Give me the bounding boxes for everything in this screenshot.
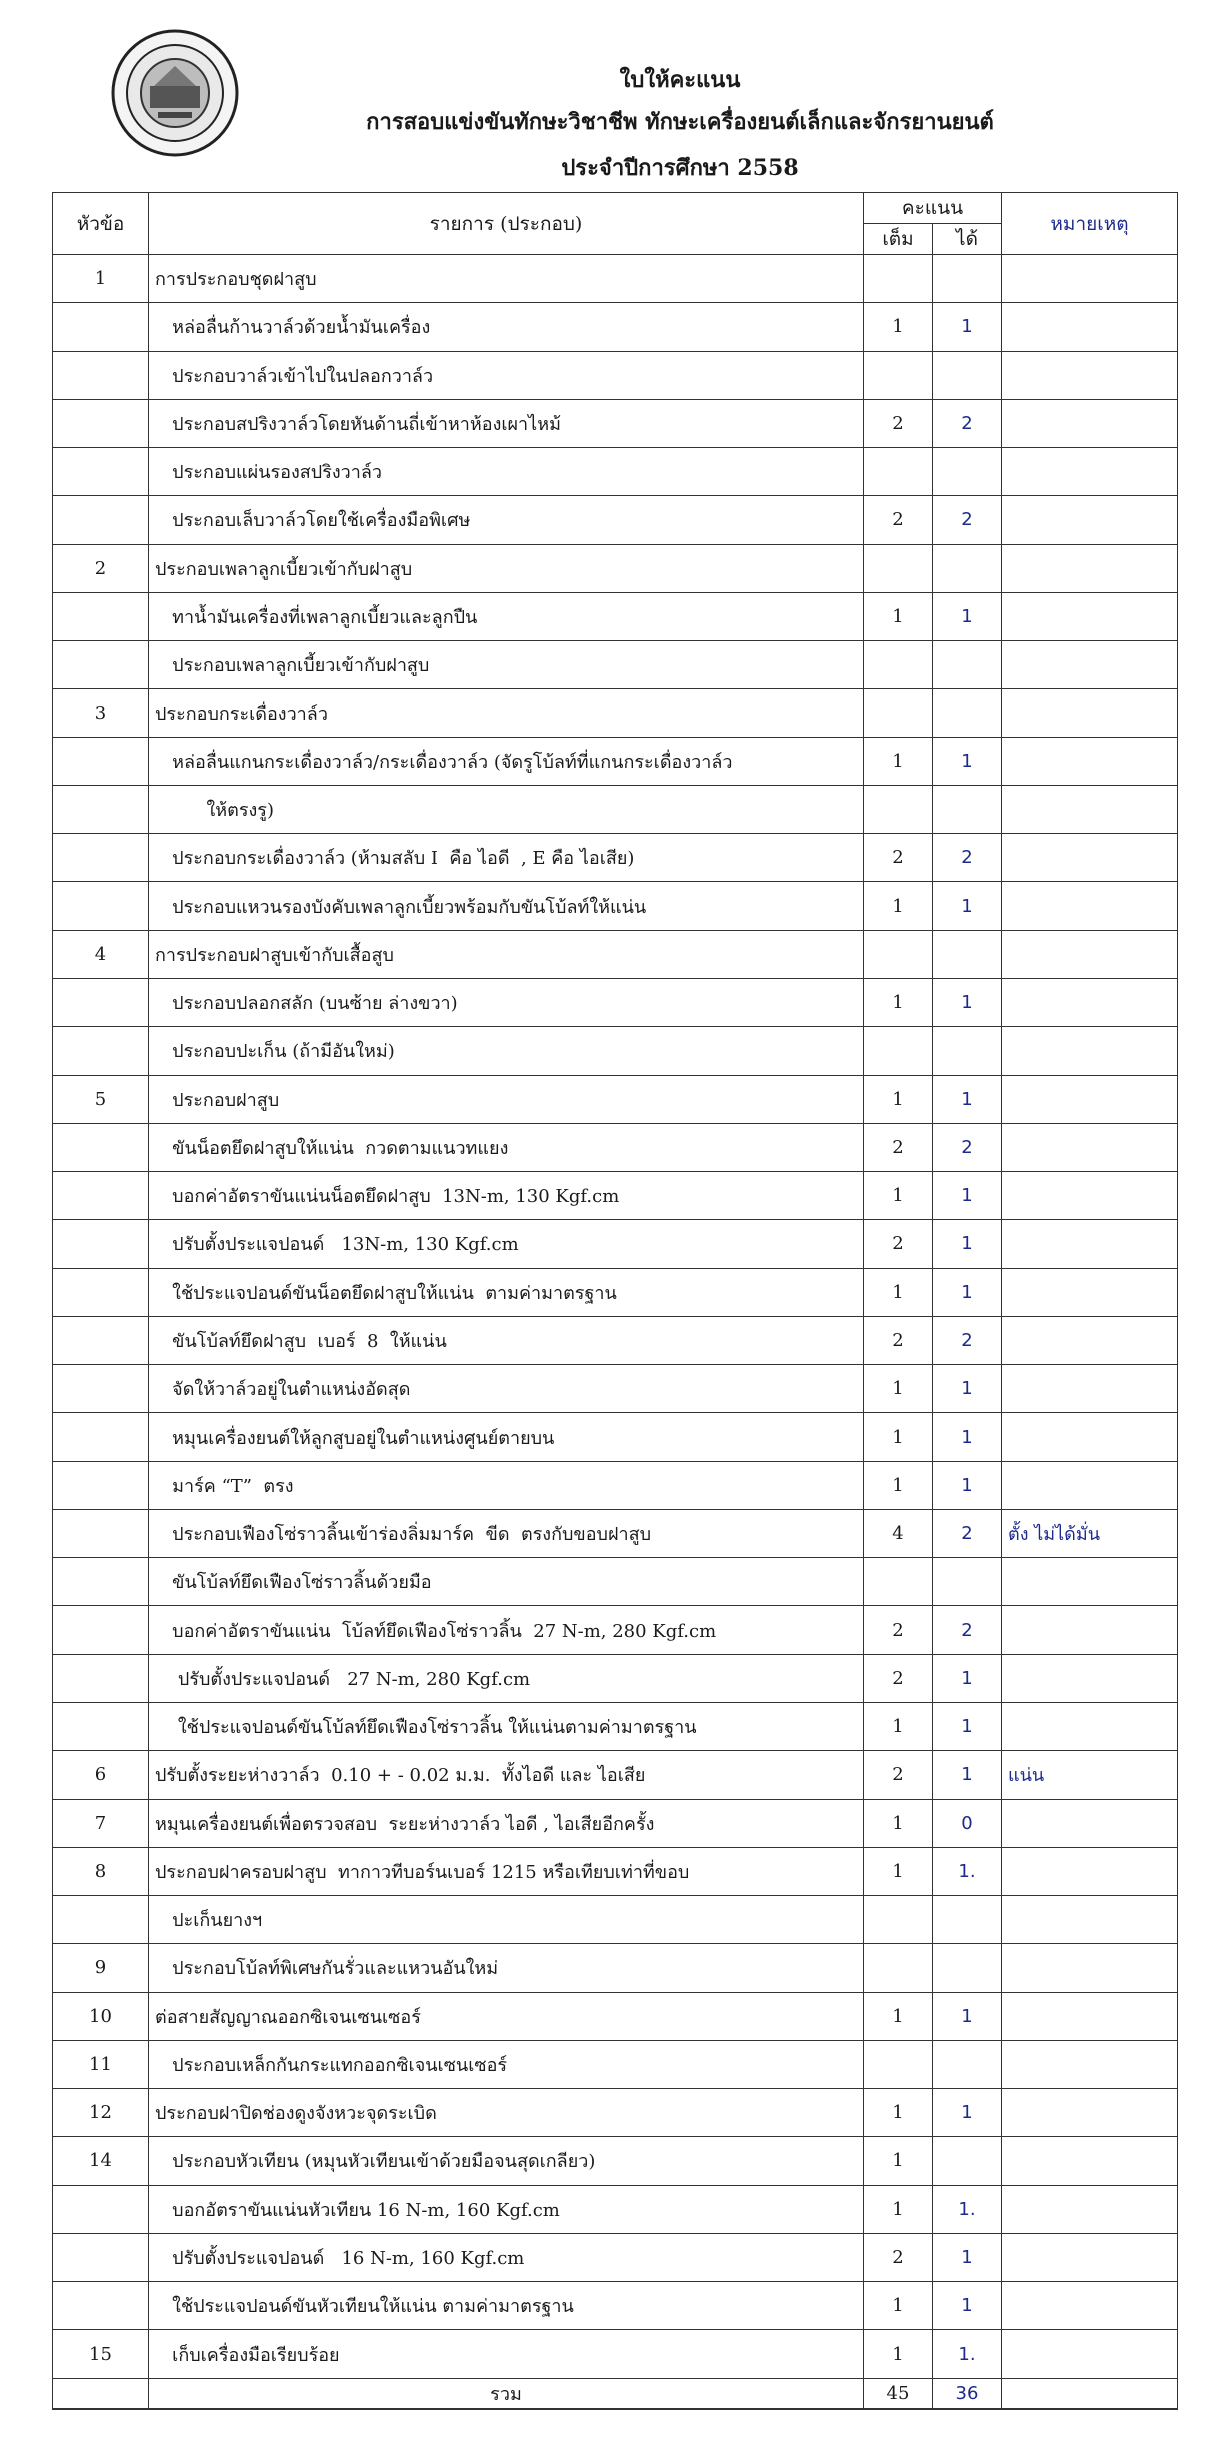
row-note <box>1002 255 1178 303</box>
table-row <box>53 1461 1178 1509</box>
row-item: ทาน้ำมันเครื่องที่เพลาลูกเบี้ยวและลูกปืน <box>149 592 864 640</box>
row-full-score: 2 <box>864 399 933 447</box>
row-item: หล่อลื่นแกนกระเดื่องวาล์ว/กระเดื่องวาล์ว (จัดรูโบ้ลท์ที่แกนกระเดื่องวาล์ว <box>149 737 864 785</box>
row-got-score: 2 <box>933 399 1002 447</box>
row-topic <box>53 834 149 882</box>
row-item: การประกอบชุดฝาสูบ <box>149 255 864 303</box>
row-topic: 1 <box>53 255 149 303</box>
row-note <box>1002 1847 1178 1895</box>
table-row <box>53 2089 1178 2137</box>
table-row <box>53 351 1178 399</box>
row-note <box>1002 978 1178 1026</box>
row-topic <box>53 1654 149 1702</box>
row-got-score: 1 <box>933 2089 1002 2137</box>
row-note <box>1002 689 1178 737</box>
row-topic <box>53 1896 149 1944</box>
row-full-score: 1 <box>864 1075 933 1123</box>
row-item: บอกค่าอัตราขันแน่น โบ้ลท์ยึดเฟืองโซ่ราวลิ้น 27 N-m, 280 Kgf.cm <box>149 1606 864 1654</box>
row-got-score <box>933 1558 1002 1606</box>
table-row <box>53 1992 1178 2040</box>
row-item: ประกอบโบ้ลท์พิเศษกันรั่วและแหวนอันใหม่ <box>149 1944 864 1992</box>
table-row <box>53 1799 1178 1847</box>
row-note <box>1002 303 1178 351</box>
row-note <box>1002 2233 1178 2281</box>
row-full-score: 1 <box>864 2330 933 2379</box>
row-note <box>1002 1075 1178 1123</box>
row-topic: 4 <box>53 930 149 978</box>
row-note <box>1002 1944 1178 1992</box>
row-full-score <box>864 1558 933 1606</box>
row-full-score: 2 <box>864 496 933 544</box>
row-note <box>1002 1558 1178 1606</box>
row-full-score: 2 <box>864 1316 933 1364</box>
row-got-score: 1 <box>933 1702 1002 1750</box>
row-topic <box>53 303 149 351</box>
row-full-score: 1 <box>864 592 933 640</box>
score-table <box>52 192 1178 2410</box>
row-got-score <box>933 255 1002 303</box>
row-got-score: 1 <box>933 737 1002 785</box>
row-topic <box>53 1461 149 1509</box>
header-row <box>53 193 1178 224</box>
row-item: ประกอบแหวนรองบังคับเพลาลูกเบี้ยวพร้อมกับขันโบ้ลท์ให้แน่น <box>149 882 864 930</box>
row-note <box>1002 1268 1178 1316</box>
row-got-score: 1 <box>933 2282 1002 2330</box>
table-row <box>53 737 1178 785</box>
row-full-score: 1 <box>864 1413 933 1461</box>
table-row <box>53 399 1178 447</box>
row-full-score: 1 <box>864 1461 933 1509</box>
row-full-score: 2 <box>864 1751 933 1799</box>
row-full-score: 1 <box>864 303 933 351</box>
row-note <box>1002 834 1178 882</box>
row-topic: 12 <box>53 2089 149 2137</box>
document-subtitle: การสอบแข่งขันทักษะวิชาชีพ ทักษะเครื่องยนต์เล็กและจักรยานยนต์ <box>366 109 994 135</box>
row-got-score <box>933 641 1002 689</box>
table-row <box>53 1316 1178 1364</box>
table-row <box>53 448 1178 496</box>
row-note <box>1002 1799 1178 1847</box>
row-item: หมุนเครื่องยนต์ให้ลูกสูบอยู่ในตำแหน่งศูนย์ตายบน <box>149 1413 864 1461</box>
table-row <box>53 978 1178 1026</box>
row-note <box>1002 2185 1178 2233</box>
table-row <box>53 882 1178 930</box>
row-note <box>1002 1461 1178 1509</box>
row-got-score <box>933 930 1002 978</box>
table-row <box>53 544 1178 592</box>
row-full-score: 2 <box>864 1654 933 1702</box>
table-row <box>53 689 1178 737</box>
document-title: ใบให้คะแนน <box>619 67 741 93</box>
row-got-score <box>933 785 1002 833</box>
row-topic: 14 <box>53 2137 149 2185</box>
table-row <box>53 641 1178 689</box>
row-item: ประกอบฝาครอบฝาสูบ ทากาวทีบอร์นเบอร์ 1215 หรือเทียบเท่าที่ขอบ <box>149 1847 864 1895</box>
table-row <box>53 1172 1178 1220</box>
row-item: มาร์ค “T” ตรง <box>149 1461 864 1509</box>
row-got-score: 1 <box>933 1461 1002 1509</box>
table-row <box>53 592 1178 640</box>
row-item: การประกอบฝาสูบเข้ากับเสื้อสูบ <box>149 930 864 978</box>
row-full-score: 1 <box>864 2185 933 2233</box>
row-topic: 6 <box>53 1751 149 1799</box>
total-row <box>53 2379 1178 2409</box>
row-note <box>1002 592 1178 640</box>
row-got-score: 1. <box>933 2330 1002 2379</box>
row-note <box>1002 351 1178 399</box>
row-topic: 9 <box>53 1944 149 1992</box>
row-item: ปรับตั้งประแจปอนด์ 13N-m, 130 Kgf.cm <box>149 1220 864 1268</box>
row-full-score: 1 <box>864 1992 933 2040</box>
table-row <box>53 1268 1178 1316</box>
row-got-score: 1 <box>933 882 1002 930</box>
row-note <box>1002 641 1178 689</box>
row-topic: 15 <box>53 2330 149 2379</box>
row-full-score: 1 <box>864 737 933 785</box>
row-full-score: 2 <box>864 834 933 882</box>
table-row <box>53 1944 1178 1992</box>
total-blank <box>53 2379 149 2409</box>
row-topic <box>53 448 149 496</box>
header-note: หมายเหตุ <box>1002 193 1178 255</box>
row-full-score: 1 <box>864 1365 933 1413</box>
row-topic <box>53 1702 149 1750</box>
row-topic <box>53 592 149 640</box>
header-score: คะแนน <box>864 193 1002 224</box>
row-note <box>1002 1123 1178 1171</box>
row-item: ประกอบเล็บวาล์วโดยใช้เครื่องมือพิเศษ <box>149 496 864 544</box>
row-topic <box>53 1606 149 1654</box>
total-note <box>1002 2379 1178 2409</box>
row-item: ประกอบกระเดื่องวาล์ว (ห้ามสลับ I คือ ไอดี , E คือ ไอเสีย) <box>149 834 864 882</box>
row-full-score: 1 <box>864 1268 933 1316</box>
row-note <box>1002 1992 1178 2040</box>
total-label: รวม <box>149 2379 864 2409</box>
row-topic: 5 <box>53 1075 149 1123</box>
table-row <box>53 1220 1178 1268</box>
row-topic <box>53 882 149 930</box>
row-full-score <box>864 351 933 399</box>
row-topic <box>53 496 149 544</box>
row-note <box>1002 1172 1178 1220</box>
row-got-score: 1. <box>933 1847 1002 1895</box>
row-topic: 7 <box>53 1799 149 1847</box>
row-full-score <box>864 641 933 689</box>
row-item: ประกอบสปริงวาล์วโดยหันด้านถี่เข้าหาห้องเผาไหม้ <box>149 399 864 447</box>
row-note <box>1002 1027 1178 1075</box>
row-note <box>1002 2330 1178 2379</box>
table-row <box>53 2282 1178 2330</box>
row-note <box>1002 496 1178 544</box>
row-full-score: 2 <box>864 1220 933 1268</box>
table-row <box>53 1847 1178 1895</box>
row-note <box>1002 1413 1178 1461</box>
table-row <box>53 2040 1178 2088</box>
row-got-score <box>933 1027 1002 1075</box>
row-got-score: 1 <box>933 1075 1002 1123</box>
table-row <box>53 1027 1178 1075</box>
row-got-score: 1 <box>933 1220 1002 1268</box>
row-item: ปรับตั้งระยะห่างวาล์ว 0.10 + - 0.02 ม.ม. ทั้งไอดี และ ไอเสีย <box>149 1751 864 1799</box>
row-item: ประกอบหัวเทียน (หมุนหัวเทียนเข้าด้วยมือจนสุดเกลียว) <box>149 2137 864 2185</box>
row-full-score <box>864 255 933 303</box>
row-got-score: 0 <box>933 1799 1002 1847</box>
row-topic <box>53 399 149 447</box>
row-item: ประกอบปะเก็น (ถ้ามีอันใหม่) <box>149 1027 864 1075</box>
row-got-score: 1 <box>933 2233 1002 2281</box>
row-full-score <box>864 1896 933 1944</box>
row-item: ปรับตั้งประแจปอนด์ 27 N-m, 280 Kgf.cm <box>149 1654 864 1702</box>
row-item: จัดให้วาล์วอยู่ในตำแหน่งอัดสุด <box>149 1365 864 1413</box>
row-full-score: 2 <box>864 2233 933 2281</box>
row-full-score: 1 <box>864 2089 933 2137</box>
row-got-score: 2 <box>933 1316 1002 1364</box>
row-got-score <box>933 2040 1002 2088</box>
row-topic: 8 <box>53 1847 149 1895</box>
row-topic <box>53 1220 149 1268</box>
row-note <box>1002 882 1178 930</box>
table-row <box>53 2137 1178 2185</box>
row-item: ปรับตั้งประแจปอนด์ 16 N-m, 160 Kgf.cm <box>149 2233 864 2281</box>
row-item: ปะเก็นยางฯ <box>149 1896 864 1944</box>
row-item: เก็บเครื่องมือเรียบร้อย <box>149 2330 864 2379</box>
row-topic <box>53 2233 149 2281</box>
table-row <box>53 1751 1178 1799</box>
row-got-score: 1 <box>933 1654 1002 1702</box>
header-full: เต็ม <box>864 224 933 255</box>
row-got-score: 1 <box>933 1365 1002 1413</box>
row-topic: 11 <box>53 2040 149 2088</box>
row-full-score <box>864 544 933 592</box>
table-row <box>53 1702 1178 1750</box>
table-row <box>53 1413 1178 1461</box>
row-got-score <box>933 2137 1002 2185</box>
row-topic <box>53 2185 149 2233</box>
row-note <box>1002 1316 1178 1364</box>
row-topic <box>53 1365 149 1413</box>
row-item: ขันโบ้ลท์ยึดฝาสูบ เบอร์ 8 ให้แน่น <box>149 1316 864 1364</box>
row-item: บอกอัตราขันแน่นหัวเทียน 16 N-m, 160 Kgf.cm <box>149 2185 864 2233</box>
row-note <box>1002 1702 1178 1750</box>
table-row <box>53 1509 1178 1557</box>
row-full-score: 1 <box>864 882 933 930</box>
table-row <box>53 2185 1178 2233</box>
row-note <box>1002 2089 1178 2137</box>
row-full-score: 1 <box>864 2137 933 2185</box>
row-item: บอกค่าอัตราขันแน่นน็อตยึดฝาสูบ 13N-m, 130 Kgf.cm <box>149 1172 864 1220</box>
row-item: ประกอบเฟืองโซ่ราวลิ้นเข้าร่องลิ่มมาร์ค ขีด ตรงกับขอบฝาสูบ <box>149 1509 864 1557</box>
row-got-score <box>933 544 1002 592</box>
row-got-score: 2 <box>933 1509 1002 1557</box>
row-note <box>1002 448 1178 496</box>
row-full-score <box>864 1944 933 1992</box>
row-full-score: 1 <box>864 1799 933 1847</box>
row-topic: 10 <box>53 1992 149 2040</box>
row-got-score: 1 <box>933 978 1002 1026</box>
total-got: 36 <box>933 2379 1002 2409</box>
row-full-score <box>864 448 933 496</box>
table-row <box>53 303 1178 351</box>
row-full-score: 1 <box>864 978 933 1026</box>
row-full-score <box>864 689 933 737</box>
row-note: ตั้ง ไม่ได้มั่น <box>1002 1509 1178 1557</box>
row-item: หมุนเครื่องยนต์เพื่อตรวจสอบ ระยะห่างวาล์ว ไอดี , ไอเสียอีกครั้ง <box>149 1799 864 1847</box>
row-note <box>1002 544 1178 592</box>
row-got-score: 1 <box>933 1751 1002 1799</box>
table-row <box>53 1075 1178 1123</box>
header-topic: หัวข้อ <box>53 193 149 255</box>
row-got-score: 1 <box>933 1413 1002 1461</box>
row-note <box>1002 399 1178 447</box>
row-full-score: 1 <box>864 1702 933 1750</box>
row-note <box>1002 930 1178 978</box>
blank-row <box>53 2409 1178 2410</box>
table-row <box>53 255 1178 303</box>
row-full-score <box>864 2040 933 2088</box>
row-got-score: 1 <box>933 1992 1002 2040</box>
row-item: หล่อลื่นก้านวาล์วด้วยน้ำมันเครื่อง <box>149 303 864 351</box>
row-topic: 3 <box>53 689 149 737</box>
table-row <box>53 1896 1178 1944</box>
row-full-score <box>864 785 933 833</box>
row-item: ประกอบเหล็กกันกระแทกออกซิเจนเซนเซอร์ <box>149 2040 864 2088</box>
row-full-score: 1 <box>864 2282 933 2330</box>
row-topic <box>53 1509 149 1557</box>
row-topic <box>53 978 149 1026</box>
row-item: ใช้ประแจปอนด์ขันน็อตยึดฝาสูบให้แน่น ตามค่ามาตรฐาน <box>149 1268 864 1316</box>
row-full-score <box>864 930 933 978</box>
row-got-score <box>933 689 1002 737</box>
institution-seal-icon <box>110 28 240 158</box>
row-full-score: 1 <box>864 1847 933 1895</box>
table-row <box>53 2330 1178 2379</box>
row-full-score: 4 <box>864 1509 933 1557</box>
row-full-score: 2 <box>864 1123 933 1171</box>
row-item: ขันโบ้ลท์ยึดเฟืองโซ่ราวลิ้นด้วยมือ <box>149 1558 864 1606</box>
row-note <box>1002 785 1178 833</box>
row-item: ขันน็อตยึดฝาสูบให้แน่น กวดตามแนวทแยง <box>149 1123 864 1171</box>
row-item: ประกอบฝาปิดช่องดูงจังหวะจุดระเบิด <box>149 2089 864 2137</box>
row-got-score: 2 <box>933 496 1002 544</box>
row-topic <box>53 1123 149 1171</box>
row-topic <box>53 2282 149 2330</box>
row-note <box>1002 1654 1178 1702</box>
row-item: ต่อสายสัญญาณออกซิเจนเซนเซอร์ <box>149 1992 864 2040</box>
table-row <box>53 1123 1178 1171</box>
table-row <box>53 1606 1178 1654</box>
row-item: ประกอบวาล์วเข้าไปในปลอกวาล์ว <box>149 351 864 399</box>
row-note <box>1002 1896 1178 1944</box>
row-topic <box>53 1268 149 1316</box>
row-item: ให้ตรงรู) <box>149 785 864 833</box>
table-row <box>53 1654 1178 1702</box>
row-note <box>1002 1220 1178 1268</box>
row-topic <box>53 1558 149 1606</box>
row-note <box>1002 2137 1178 2185</box>
row-note <box>1002 1365 1178 1413</box>
row-got-score: 1 <box>933 592 1002 640</box>
row-item: ประกอบฝาสูบ <box>149 1075 864 1123</box>
row-got-score: 2 <box>933 1606 1002 1654</box>
total-full: 45 <box>864 2379 933 2409</box>
row-topic <box>53 737 149 785</box>
row-got-score: 1 <box>933 303 1002 351</box>
row-topic <box>53 351 149 399</box>
row-full-score <box>864 1027 933 1075</box>
row-got-score <box>933 1896 1002 1944</box>
row-topic <box>53 1027 149 1075</box>
row-got-score: 2 <box>933 834 1002 882</box>
table-row <box>53 834 1178 882</box>
row-got-score <box>933 448 1002 496</box>
row-got-score: 1. <box>933 2185 1002 2233</box>
row-topic <box>53 785 149 833</box>
table-row <box>53 785 1178 833</box>
row-item: ประกอบแผ่นรองสปริงวาล์ว <box>149 448 864 496</box>
table-row <box>53 1558 1178 1606</box>
header-got: ได้ <box>933 224 1002 255</box>
document-year: ประจำปีการศึกษา 2558 <box>561 155 799 181</box>
row-topic: 2 <box>53 544 149 592</box>
row-item: ใช้ประแจปอนด์ขันโบ้ลท์ยึดเฟืองโซ่ราวลิ้น ให้แน่นตามค่ามาตรฐาน <box>149 1702 864 1750</box>
table-row <box>53 496 1178 544</box>
row-item: ใช้ประแจปอนด์ขันหัวเทียนให้แน่น ตามค่ามาตรฐาน <box>149 2282 864 2330</box>
table-row <box>53 1365 1178 1413</box>
row-topic <box>53 1316 149 1364</box>
row-item: ประกอบปลอกสลัก (บนซ้าย ล่างขวา) <box>149 978 864 1026</box>
row-got-score: 2 <box>933 1123 1002 1171</box>
row-full-score: 2 <box>864 1606 933 1654</box>
row-note <box>1002 2282 1178 2330</box>
row-full-score: 1 <box>864 1172 933 1220</box>
row-topic <box>53 1413 149 1461</box>
row-topic <box>53 1172 149 1220</box>
row-got-score <box>933 1944 1002 1992</box>
table-row <box>53 2233 1178 2281</box>
row-topic <box>53 641 149 689</box>
header-item: รายการ (ประกอบ) <box>149 193 864 255</box>
row-item: ประกอบเพลาลูกเบี้ยวเข้ากับฝาสูบ <box>149 641 864 689</box>
row-got-score: 1 <box>933 1172 1002 1220</box>
row-note: แน่น <box>1002 1751 1178 1799</box>
row-note <box>1002 1606 1178 1654</box>
row-got-score <box>933 351 1002 399</box>
row-note <box>1002 737 1178 785</box>
table-row <box>53 930 1178 978</box>
row-item: ประกอบเพลาลูกเบี้ยวเข้ากับฝาสูบ <box>149 544 864 592</box>
row-note <box>1002 2040 1178 2088</box>
row-item: ประกอบกระเดื่องวาล์ว <box>149 689 864 737</box>
row-got-score: 1 <box>933 1268 1002 1316</box>
